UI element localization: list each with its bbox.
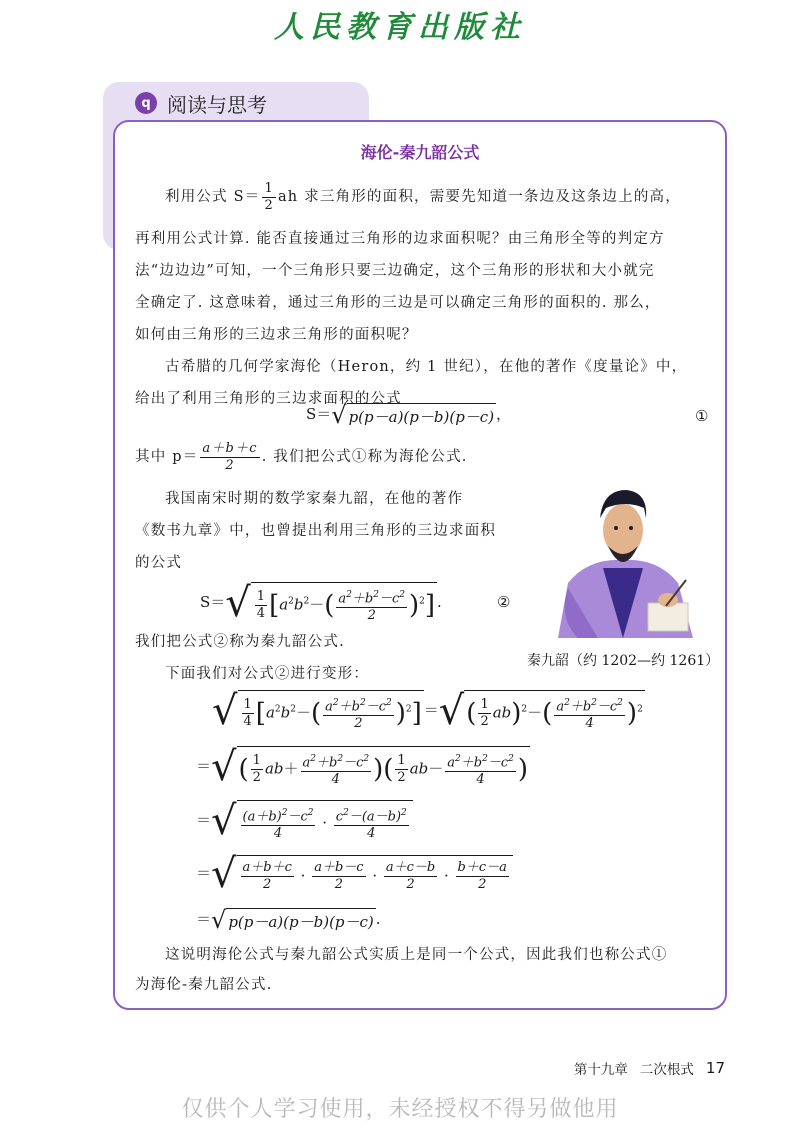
paragraph-1-line-4: 全确定了. 这意味着，通过三角形的三边是可以确定三角形的面积的. 那么， [135,295,661,311]
footer-section: 二次根式 [639,1062,694,1078]
portrait-caption: 秦九韶（约 1202—约 1261） [527,653,720,669]
paragraph-4: 我们把公式②称为秦九韶公式. [135,634,345,650]
page-footer [574,1058,725,1078]
paragraph-3-line-2: 《数书九章》中，也曾提出利用三角形的三边求面积 [135,523,497,539]
fraction-half: $\frac{1}{2}$ [264,180,274,213]
derivation-step-5: ＝√ p(p－a)(p－b)(p－c) . [196,906,381,934]
fraction-semi-perimeter: $\frac{a+b+c}{2}$ [202,440,258,473]
question-icon: q [135,92,157,114]
paragraph-5: 下面我们对公式②进行变形： [165,666,370,682]
paragraph-1-line-5: 如何由三角形的三边求三角形的面积呢？ [135,327,418,343]
text: 利用公式 S＝ [165,189,261,205]
derivation-step-3: ＝√ $\frac{(a+b)^2-c^2}{4}$ · $\frac{c^2-(a-b)^2}{4}$ [196,800,413,842]
conclusion-line-2: 为海伦-秦九韶公式. [135,977,273,993]
section-header [135,88,267,118]
heron-formula: S＝√ p(p－a)(p－b)(p－c) ， [306,401,512,429]
derivation-step-2: ＝√( $\frac{1}{2}$ ab＋ $\frac{a^2+b^2-c^2}{4}$ )( $\frac{1}{2}$ ab－ $\frac{a^2+b^2-c^2}{4}$ ) [196,744,528,791]
paragraph-1-line-3: 法“边边边”可知，一个三角形只要三边确定，这个三角形的形状和大小就完 [135,263,655,279]
article-title: 海伦-秦九韶公式 [360,143,480,162]
paragraph-1-line-2: 再利用公式计算. 能否直接通过三角形的边求面积呢？由三角形全等的判定方 [135,231,665,247]
footer-chapter: 第十九章 [573,1062,628,1078]
conclusion-line-1: 这说明海伦公式与秦九韶公式实质上是同一个公式，因此我们也称公式① [165,947,668,963]
watermark: 仅供个人学习使用，未经授权不得另做他用 [181,1097,619,1122]
formula-2-number: ② [497,593,511,611]
derivation-step-1: √ $\frac{1}{4}$ [$a^2b^2-$( $\frac{a^2+b^2-c^2}{2}$ )$^2$] ＝√( $\frac{1}{2}$ ab)$^2$－( $\frac{a^2+b^2-c^2}{4}$ )$^2$ [212,688,643,735]
paragraph-1-line-1 [165,180,681,214]
derivation-step-4: ＝√ $\frac{a+b+c}{2}$ · $\frac{a+b-c}{2}$ · $\frac{a+c-b}{2}$ · $\frac{b+c-a}{2}$ [196,854,513,894]
text: ah 求三角形的面积，需要先知道一条边及这条边上的高， [277,189,681,205]
qin-jiushao-portrait [548,478,698,638]
publisher-logo: 人民教育出版社 [274,10,526,45]
paragraph-2-line-2: 给出了利用三角形的三边求面积的公式 [135,391,402,407]
qin-formula: S＝√ $\frac{1}{4}$ [$a^2b^2-$( $\frac{a^2+b^2-c^2}{2}$ )$^2$] . [200,580,442,627]
section-label: 阅读与思考 [167,92,267,117]
formula-1-number: ① [695,407,709,425]
paragraph-3-line-3: 的公式 [135,555,183,571]
paragraph-2-line-1: 古希腊的几何学家海伦（Heron，约 1 世纪），在他的著作《度量论》中， [165,359,688,375]
paragraph-3-line-1: 我国南宋时期的数学家秦九韶，在他的著作 [165,491,464,507]
where-line: 其中 p＝ $\frac{a+b+c}{2}$ . 我们把公式①称为海伦公式. [135,440,468,473]
page-number: 17 [705,1059,725,1077]
